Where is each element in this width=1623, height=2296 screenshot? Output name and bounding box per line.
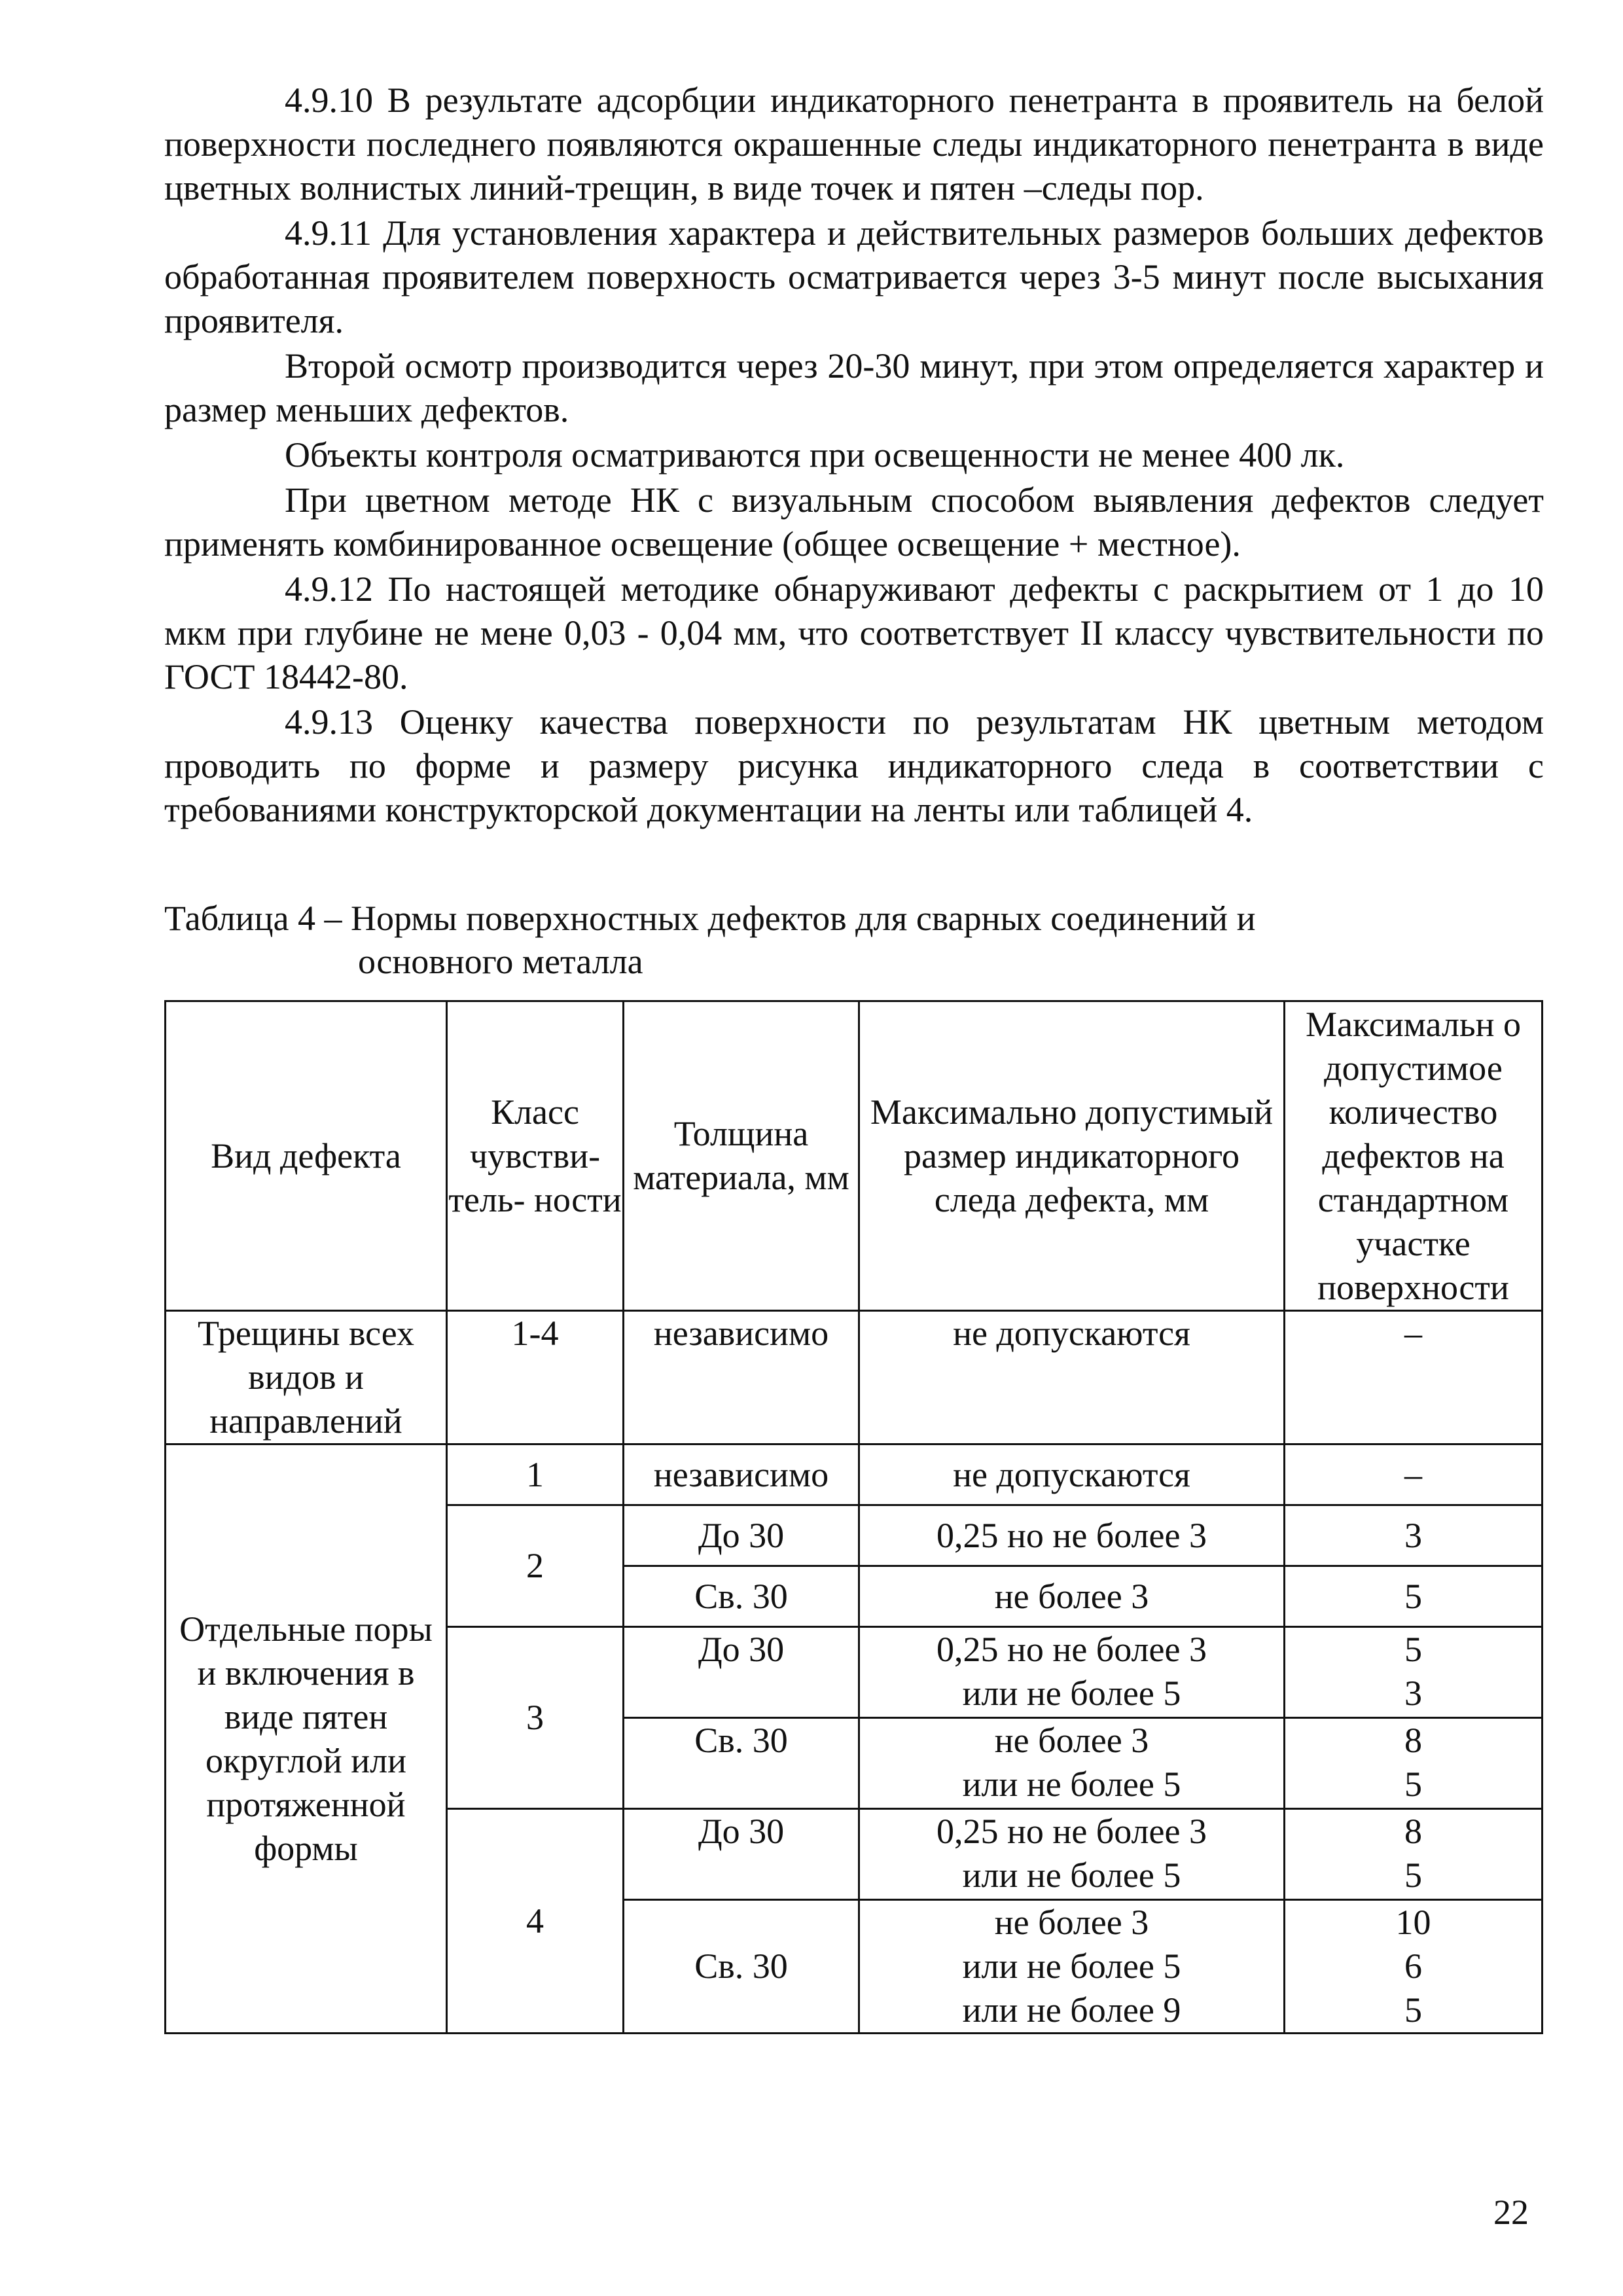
header-max-defect-count: Максимальн о допустимое количество дефектов на стандартном участке поверхности xyxy=(1285,1001,1543,1311)
cell-count xyxy=(1285,1809,1543,1900)
cell-thickness: Св. 30 xyxy=(624,1900,859,2034)
cell-count xyxy=(1285,1900,1543,2034)
cell-count: – xyxy=(1285,1311,1543,1444)
cell-class: 2 xyxy=(447,1505,624,1627)
cell-size xyxy=(859,1718,1285,1809)
header-defect-type: Вид дефекта xyxy=(166,1001,447,1311)
header-sensitivity-class: Класс чувстви- тель- ности xyxy=(447,1001,624,1311)
cell-defect-type-cracks: Трещины всех видов и направлений xyxy=(166,1311,447,1444)
count-line: 5 xyxy=(1404,1856,1422,1895)
cell-size xyxy=(859,1900,1285,2034)
cell-count: 3 xyxy=(1285,1505,1543,1566)
header-material-thickness: Толщина материала, мм xyxy=(624,1001,859,1311)
header-max-trace-size: Максимально допустимый размер индикаторного следа дефекта, мм xyxy=(859,1001,1285,1311)
cell-class: 1-4 xyxy=(447,1311,624,1444)
defects-table xyxy=(164,1000,1543,2034)
count-line: 8 xyxy=(1404,1721,1422,1760)
cell-count xyxy=(1285,1718,1543,1809)
paragraph-4-9-11: 4.9.11 Для установления характера и действительных размеров больших дефектов обработанная проявителем поверхность осматривается через 3-5 минут после высыхания проявителя. xyxy=(164,213,1544,340)
size-line: или не более 5 xyxy=(962,1765,1181,1804)
paragraph-4-9-13: 4.9.13 Оценку качества поверхности по результатам НК цветным методом проводить по форме и размеру рисунка индикаторного следа в соответствии с требованиями конструкторской документации на ленты или таблицей 4. xyxy=(164,702,1544,829)
cell-size: 0,25 но не более 3 xyxy=(859,1505,1285,1566)
size-line: или не более 5 xyxy=(962,1674,1181,1713)
cell-count: 5 xyxy=(1285,1566,1543,1627)
size-line: или не более 9 xyxy=(962,1990,1181,2030)
table-caption-line-1: Таблица 4 – Нормы поверхностных дефектов для сварных соединений и xyxy=(164,899,1256,938)
cell-class: 3 xyxy=(447,1627,624,1809)
count-line: 5 xyxy=(1404,1765,1422,1804)
page-number: 22 xyxy=(1493,2193,1529,2232)
cell-class: 4 xyxy=(447,1809,624,2034)
cell-count: – xyxy=(1285,1444,1543,1505)
cell-size xyxy=(859,1627,1285,1718)
cell-thickness: Св. 30 xyxy=(624,1566,859,1627)
cell-thickness: До 30 xyxy=(624,1505,859,1566)
cell-thickness: Св. 30 xyxy=(624,1718,859,1809)
cell-thickness: независимо xyxy=(624,1311,859,1444)
paragraph-4-9-12: 4.9.12 По настоящей методике обнаруживают дефекты с раскрытием от 1 до 10 мкм при глубине не мене 0,03 - 0,04 мм, что соответствует II классу чувствительности по ГОСТ 18442-80. xyxy=(164,569,1544,696)
cell-size: не допускаются xyxy=(859,1311,1285,1444)
count-line: 5 xyxy=(1404,1990,1422,2030)
count-line: 8 xyxy=(1404,1812,1422,1851)
table-header-row xyxy=(166,1001,1543,1311)
size-line: 0,25 но не более 3 xyxy=(936,1812,1207,1851)
count-line: 6 xyxy=(1404,1946,1422,1986)
table-row xyxy=(166,1444,1543,1505)
count-line: 3 xyxy=(1404,1674,1422,1713)
cell-size xyxy=(859,1809,1285,1900)
table-caption-line-2: основного металла xyxy=(358,942,643,981)
size-line: 0,25 но не более 3 xyxy=(936,1630,1207,1669)
paragraph-illumination: Объекты контроля осматриваются при освещенности не менее 400 лк. xyxy=(285,435,1345,475)
size-line: не более 3 xyxy=(994,1903,1149,1942)
body-text xyxy=(164,79,1544,832)
paragraph-second-inspection: Второй осмотр производится через 20-30 минут, при этом определяется характер и размер меньших дефектов. xyxy=(164,346,1544,429)
cell-thickness: До 30 xyxy=(624,1809,859,1900)
cell-class: 1 xyxy=(447,1444,624,1505)
size-line: или не более 5 xyxy=(962,1856,1181,1895)
cell-thickness: независимо xyxy=(624,1444,859,1505)
table-caption xyxy=(164,897,1255,983)
paragraph-4-9-10: 4.9.10 В результате адсорбции индикаторного пенетранта в проявитель на белой поверхности последнего появляются окрашенные следы индикаторного пенетранта в виде цветных волнистых линий-трещин, в виде точек и пятен –следы пор. xyxy=(164,81,1544,207)
size-line: не более 3 xyxy=(994,1721,1149,1760)
paragraph-color-method: При цветном методе НК с визуальным способом выявления дефектов следует применять комбинированное освещение (общее освещение + местное). xyxy=(164,480,1544,564)
cell-count xyxy=(1285,1627,1543,1718)
size-line: или не более 5 xyxy=(962,1946,1181,1986)
table-row xyxy=(166,1311,1543,1444)
cell-size: не допускаются xyxy=(859,1444,1285,1505)
count-line: 10 xyxy=(1395,1903,1431,1942)
count-line: 5 xyxy=(1404,1630,1422,1669)
cell-size: не более 3 xyxy=(859,1566,1285,1627)
cell-defect-type-pores: Отдельные поры и включения в виде пятен округлой или протяженной формы xyxy=(166,1444,447,2034)
cell-thickness: До 30 xyxy=(624,1627,859,1718)
